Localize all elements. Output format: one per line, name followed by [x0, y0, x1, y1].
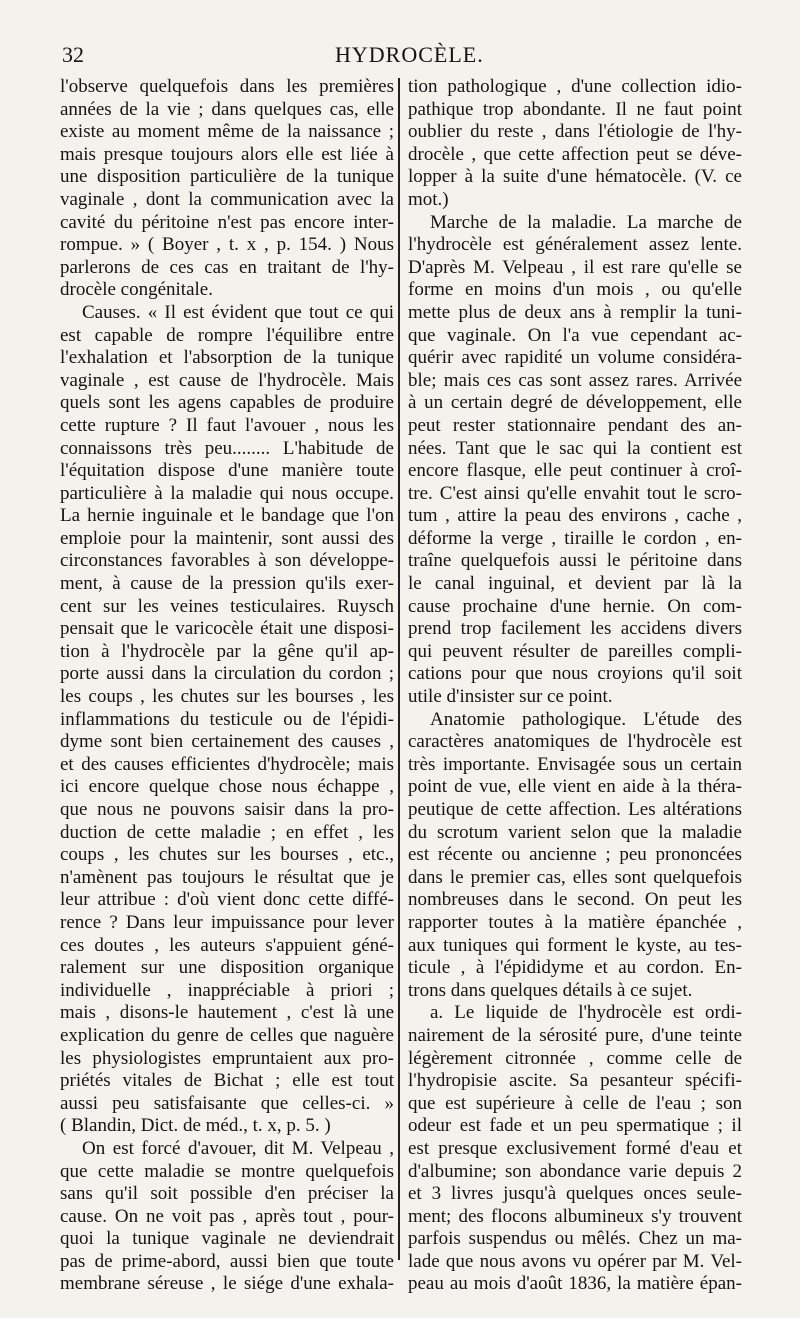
text-line: l'équitation dispose d'une manière toute [60, 460, 394, 482]
text-line: circonstances favorables à son développe- [60, 550, 394, 572]
text-line: odeur est fade et un peu spermatique ; il [408, 1115, 742, 1137]
text-line: cause. On ne voit pas , après tout , pour- [60, 1205, 394, 1227]
text-line: est presque exclusivement formé d'eau et [408, 1137, 742, 1159]
text-line: vaginale , dont la communication avec la [60, 188, 394, 210]
text-line: oublier du reste , dans l'étiologie de l'hy- [408, 121, 742, 143]
text-line: ici encore quelque chose nous échappe , [60, 776, 394, 798]
text-line: cause prochaine d'une hernie. On com- [408, 595, 742, 617]
text-line: existe au moment même de la naissance ; [60, 121, 394, 143]
text-line: Anatomie pathologique. L'étude des [430, 708, 742, 730]
text-line: ble; mais ces cas sont assez rares. Arrivée [408, 369, 742, 391]
page-number: 32 [62, 42, 84, 67]
text-line: aux tuniques qui forment le kyste, au tes- [408, 934, 742, 956]
text-line: dyme sont bien certainement des causes , [60, 731, 394, 753]
text-line: forme en moins d'un mois , ou qu'elle [408, 279, 742, 301]
text-line: particulière à la maladie qui nous occupe. [60, 482, 394, 504]
text-line: prend trop facilement les accidens divers [408, 618, 742, 640]
text-line: ralement sur une disposition organique [60, 957, 394, 979]
text-line: les coups , les chutes sur les bourses , les [60, 686, 394, 708]
text-line: et des causes efficientes d'hydrocèle; mais [60, 753, 394, 775]
text-line: d'albumine; son abondance varie depuis 2 [408, 1160, 742, 1182]
text-line: rence ? Dans leur impuissance pour lever [60, 911, 394, 933]
text-line: mette plus de deux ans à remplir la tuni- [408, 301, 742, 323]
text-line: trons dans quelques détails à ce sujet. [408, 979, 693, 1001]
text-line: les physiologistes empruntaient aux pro- [60, 1047, 394, 1069]
text-line: dans le premier cas, elles sont quelquefois [408, 866, 742, 888]
text-line: utile d'insister sur ce point. [408, 686, 613, 708]
text-line: vaginale , est cause de l'hydrocèle. Mais [60, 369, 394, 391]
text-line: a. Le liquide de l'hydrocèle est ordi- [430, 1002, 742, 1024]
text-line: ces doutes , les auteurs s'appuient géné- [60, 934, 394, 956]
text-line: une disposition particulière de la tunique [60, 166, 394, 188]
text-line: pensait que le varicocèle était une disposi- [60, 618, 394, 640]
text-line: membrane séreuse , le siége d'une exhala- [60, 1273, 394, 1295]
text-line: drocèle , que cette affection peut se déve- [408, 143, 742, 165]
text-line: parlerons de ces cas en traitant de l'hy- [60, 256, 394, 278]
text-line: Marche de la maladie. La marche de [430, 211, 742, 233]
left-column [60, 76, 394, 1296]
text-line: quels sont les agens capables de produire [60, 392, 394, 414]
text-line: duction de cette maladie ; en effet , les [60, 821, 394, 843]
text-line: point de vue, elle vient en aide à la théra- [408, 776, 742, 798]
text-line: années de la vie ; dans quelques cas, elle [60, 98, 394, 120]
text-line: ment; des flocons albumineux s'y trouvent [408, 1205, 742, 1227]
text-line: pas de prime-abord, aussi bien que toute [60, 1250, 394, 1272]
text-line: coups , les chutes sur les bourses , etc., [60, 844, 394, 866]
text-line: mot.) [408, 188, 449, 210]
text-line: leur attribue : d'où vient donc cette diffé- [60, 889, 394, 911]
text-line: ment, à cause de la pression qu'ils exer- [60, 573, 394, 595]
text-line: ticule , à l'épididyme et au cordon. En- [408, 957, 742, 979]
text-line: connaissons très peu........ L'habitude de [60, 437, 394, 459]
text-line: et 3 livres jusqu'à quelques onces seule- [408, 1183, 742, 1205]
text-line: nombreuses dans le second. On peut les [408, 889, 742, 911]
column-rule [398, 78, 400, 1260]
text-line: rompue. » ( Boyer , t. x , p. 154. ) Nous [60, 234, 394, 256]
text-line: du scrotum varient selon que la maladie [408, 821, 742, 843]
text-line: emploie pour la maintenir, sont aussi des [60, 527, 394, 549]
text-line: à un certain degré de développement, elle [408, 392, 742, 414]
text-line: On est forcé d'avouer, dit M. Velpeau , [82, 1137, 394, 1159]
text-line: parfois suspendus ou mêlés. Chez un ma- [408, 1228, 742, 1250]
text-line: peau au mois d'août 1836, la matière épan- [408, 1273, 742, 1295]
text-line: D'après M. Velpeau , il est rare qu'elle se [408, 256, 742, 278]
text-line: inflammations du testicule ou de l'épidi- [60, 708, 394, 730]
text-line: drocèle congénitale. [60, 279, 213, 301]
text-line: lade que nous avons vu opérer par M. Vel- [408, 1250, 742, 1272]
text-line: l'exhalation et l'absorption de la tunique [60, 347, 394, 369]
text-line: tum , attire la peau des environs , cache , [408, 505, 742, 527]
text-line: porte aussi dans la circulation du cordon ; [60, 663, 394, 685]
text-line: ( Blandin, Dict. de méd., t. x, p. 5. ) [60, 1115, 331, 1137]
text-line: qui peuvent résulter de pareilles compli- [408, 640, 742, 662]
text-line: le canal inguinal, et devient par là la [408, 573, 742, 595]
text-line: pathique trop abondante. Il ne faut point [408, 98, 742, 120]
text-line: nairement de la sérosité pure, d'une teinte [408, 1024, 742, 1046]
text-line: est capable de rompre l'équilibre entre [60, 324, 394, 346]
text-line: tre. C'est ainsi qu'elle envahit tout le scro- [408, 482, 742, 504]
text-line: cette rupture ? Il faut l'avouer , nous les [60, 414, 394, 436]
text-line: est récente ou ancienne ; peu prononcées [408, 844, 742, 866]
text-line: l'observe quelquefois dans les premières [60, 76, 394, 97]
text-line: légèrement citronnée , comme celle de [408, 1047, 742, 1069]
text-line: cations pour que nous croyions qu'il soit [408, 663, 742, 685]
text-line: que vaginale. On l'a vue cependant ac- [408, 324, 742, 346]
text-line: très importante. Envisagée sous un certain [408, 753, 742, 775]
text-line: peutique de cette affection. Les altérations [408, 799, 742, 820]
text-line: nées. Tant que le sac qui la contient est [408, 437, 742, 459]
text-line: lopper à la suite d'une hématocèle. (V. ce [408, 166, 742, 188]
right-column [408, 76, 742, 1296]
text-line: traîne quelquefois aussi le péritoine dans [408, 550, 742, 572]
text-line: mais presque toujours alors elle est liée à [60, 143, 394, 165]
text-line: quérir avec rapidité un volume considéra- [408, 347, 742, 369]
text-line: peut rester stationnaire pendant des an- [408, 414, 742, 436]
text-line: La hernie inguinale et le bandage que l'on [60, 505, 394, 527]
text-line: quoi la tunique vaginale ne deviendrait [60, 1228, 394, 1250]
text-line: individuelle , inappréciable à priori ; [60, 979, 394, 1001]
text-line: l'hydrocèle est généralement assez lente. [408, 234, 742, 256]
text-line: caractères anatomiques de l'hydrocèle est [408, 731, 742, 753]
text-line: que cette maladie se montre quelquefois [60, 1160, 394, 1182]
text-line: déforme la verge , tiraille le cordon , en- [408, 527, 742, 549]
text-line: tion pathologique , d'une collection idio- [408, 76, 742, 97]
text-line: que est supérieure à celle de l'eau ; son [408, 1092, 742, 1114]
text-line: priétés vitales de Bichat ; elle est tout [60, 1070, 394, 1092]
text-line: tion à l'hydrocèle par la gêne qu'il ap- [60, 640, 394, 662]
text-line: n'amènent pas toujours le résultat que je [60, 866, 394, 888]
text-line: cavité du péritoine n'est pas encore inter- [60, 211, 394, 233]
text-line: sans qu'il soit possible d'en préciser la [60, 1183, 394, 1205]
text-line: l'hydropisie ascite. Sa pesanteur spécifi- [408, 1070, 742, 1092]
text-line: explication du genre de celles que naguère [60, 1024, 394, 1046]
text-line: cent sur les veines testiculaires. Ruysch [60, 595, 394, 617]
text-line: mais , disons-le hautement , c'est là une [60, 1002, 394, 1024]
text-line: encore flasque, elle peut continuer à croî- [408, 460, 742, 482]
text-line: aussi peu satisfaisante que celles-ci. » [60, 1092, 394, 1114]
running-head: HYDROCÈLE. [335, 42, 484, 67]
text-line: Causes. « Il est évident que tout ce qui [82, 301, 394, 323]
text-line: rapporter toutes à la matière épanchée , [408, 911, 742, 933]
text-line: que nous ne pouvons saisir dans la pro- [60, 799, 394, 820]
